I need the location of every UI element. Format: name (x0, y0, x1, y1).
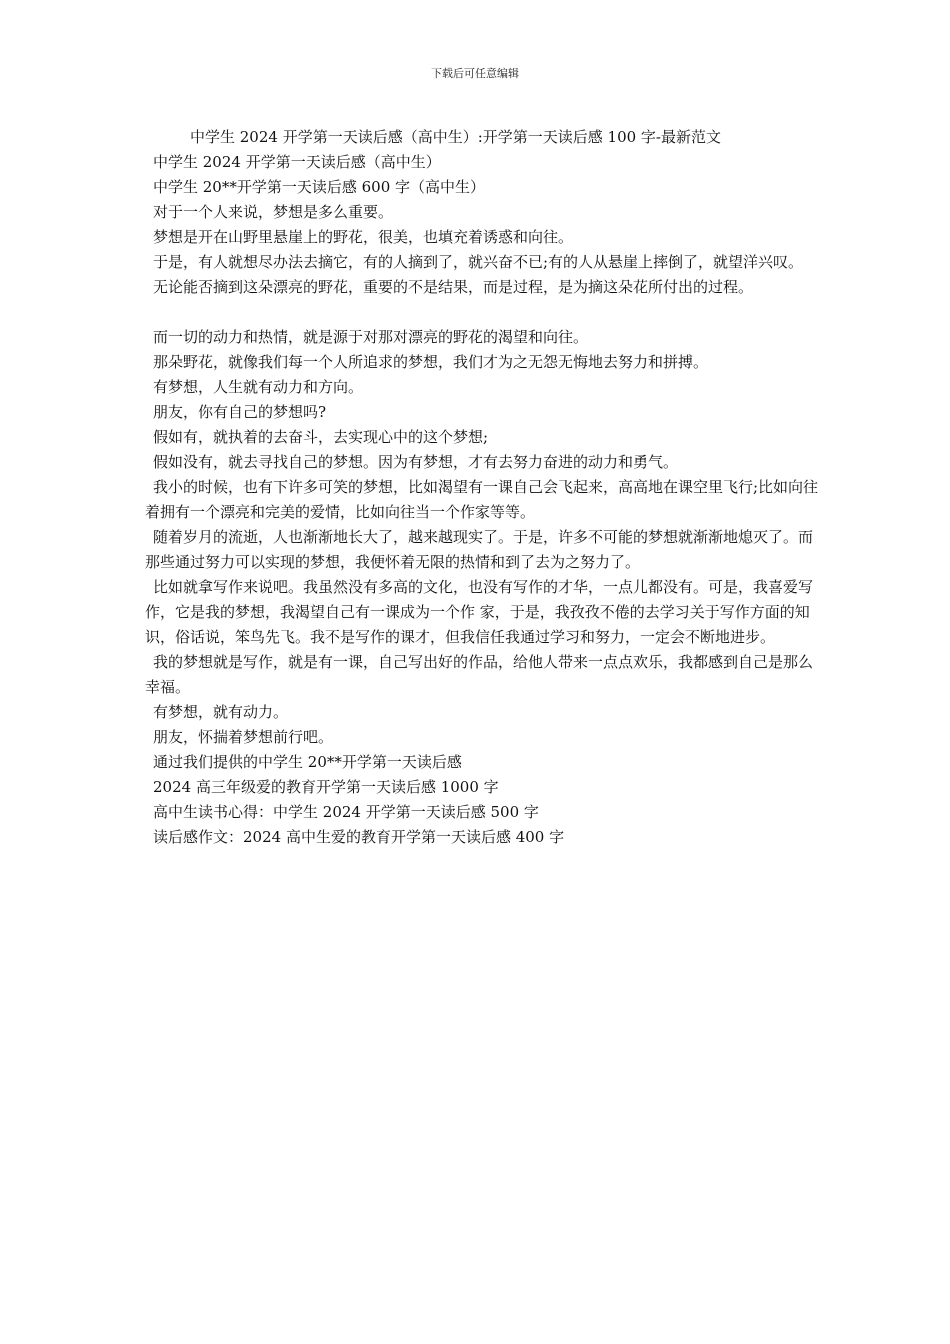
document-title: 中学生 2024 开学第一天读后感（高中生）:开学第一天读后感 100 字-最新范文 (190, 128, 722, 146)
page-header: 下载后可任意编辑 (431, 67, 519, 80)
paragraph: 中学生 20**开学第一天读后感 600 字（高中生） (153, 178, 486, 196)
paragraph: 假如有，就执着的去奋斗，去实现心中的这个梦想; (153, 428, 489, 446)
paragraph: 那朵野花，就像我们每一个人所追求的梦想，我们才为之无怨无悔地去努力和拼搏。 (153, 353, 709, 371)
paragraph: 高中生读书心得：中学生 2024 开学第一天读后感 500 字 (153, 803, 539, 821)
paragraph: 于是，有人就想尽办法去摘它，有的人摘到了，就兴奋不已;有的人从悬崖上摔倒了，就望洋兴叹。 (153, 253, 804, 271)
paragraph: 比如就拿写作来说吧。我虽然没有多高的文化，也没有写作的才华，一点儿都没有。可是，我喜爱写作，它是我的梦想，我渴望自己有一课成为一个作 家，于是，我孜孜不倦的去学习关于写作方面的知识，俗话说，笨鸟先飞。我不是写作的课才，但我信任我通过学习和努力，一定会不断地进步。 (145, 578, 814, 646)
paragraph: 有梦想，人生就有动力和方向。 (153, 378, 364, 396)
paragraph: 有梦想，就有动力。 (153, 703, 289, 721)
paragraph: 而一切的动力和热情，就是源于对那对漂亮的野花的渴望和向往。 (153, 328, 589, 346)
paragraph: 中学生 2024 开学第一天读后感（高中生） (153, 153, 441, 171)
document-body (145, 150, 825, 850)
paragraph: 假如没有，就去寻找自己的梦想。因为有梦想，才有去努力奋进的动力和勇气。 (153, 453, 679, 471)
paragraph: 梦想是开在山野里悬崖上的野花，很美，也填充着诱惑和向往。 (153, 228, 574, 246)
paragraph: 朋友，你有自己的梦想吗? (153, 403, 327, 421)
paragraph: 读后感作文：2024 高中生爱的教育开学第一天读后感 400 字 (153, 828, 565, 846)
paragraph: 随着岁月的流逝，人也渐渐地长大了，越来越现实了。于是，许多不可能的梦想就渐渐地熄灭了。而那些通过努力可以实现的梦想，我便怀着无限的热情和到了去为之努力了。 (145, 528, 814, 571)
paragraph: 我小的时候，也有下许多可笑的梦想，比如渴望有一课自己会飞起来，高高地在课空里飞行;比如向往着拥有一个漂亮和完美的爱情，比如向往当一个作家等等。 (145, 478, 819, 521)
paragraph: 无论能否摘到这朵漂亮的野花，重要的不是结果，而是过程，是为摘这朵花所付出的过程。 (153, 278, 754, 296)
paragraph: 我的梦想就是写作，就是有一课，自己写出好的作品，给他人带来一点点欢乐，我都感到自己是那么幸福。 (145, 653, 814, 696)
paragraph: 2024 高三年级爱的教育开学第一天读后感 1000 字 (153, 778, 499, 796)
paragraph: 通过我们提供的中学生 20**开学第一天读后感 (153, 753, 462, 771)
paragraph: 对于一个人来说，梦想是多么重要。 (153, 203, 394, 221)
paragraph: 朋友，怀揣着梦想前行吧。 (153, 728, 334, 746)
